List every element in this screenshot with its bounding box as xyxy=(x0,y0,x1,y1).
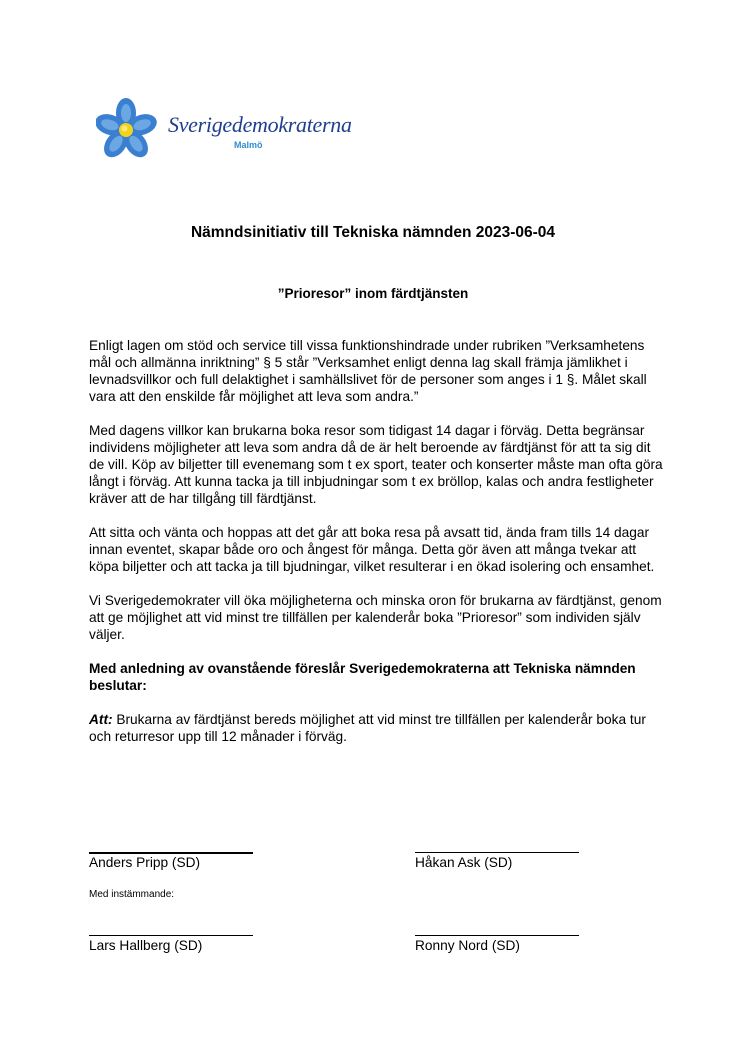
blue-anemone-flower-icon xyxy=(96,96,160,160)
signature-line xyxy=(415,852,579,853)
logo-city: Malmö xyxy=(234,140,263,150)
signature-name: Lars Hallberg (SD) xyxy=(89,938,203,953)
paragraph: Att sitta och vänta och hoppas att det går att boka resa på avsatt tid, ända fram tills 14 dagar innan eventet, skapar både oro och ångest för många. Detta gör även att många tvekar att köpa biljetter och att tacka ja till bjudningar, vilket resulterar i en ökad isolering och ensamhet. xyxy=(89,525,655,574)
logo-wordmark: Sverigedemokraterna xyxy=(168,112,352,137)
att-label: Att: xyxy=(89,712,113,727)
paragraph: Enligt lagen om stöd och service till vissa funktionshindrade under rubriken ”Verksamhetens mål och allmänna inriktning” § 5 står ”Verksamhet enligt denna lag skall främja jämlikhet i levnadsvillkor och full delaktighet i samhällslivet för de personer som anges i 1 §. Målet skall vara att den enskilde får möjlighet att leva som andra.” xyxy=(89,338,647,404)
paragraph: Vi Sverigedemokrater vill öka möjligheterna och minska oron för brukarna av färdtjänst, genom att ge möjlighet att vid minst tre tillfällen per kalenderår boka ”Prioresor” som individen själv väljer. xyxy=(89,593,662,642)
signature-line xyxy=(89,935,253,936)
att-text: Brukarna av färdtjänst bereds möjlighet att vid minst tre tillfällen per kalenderår boka tur och returresor upp till 12 månader i förväg. xyxy=(89,712,646,744)
signature-line xyxy=(415,935,579,936)
signature-name: Anders Pripp (SD) xyxy=(89,855,201,870)
document-title: Nämndsinitiativ till Tekniska nämnden 2023-06-04 xyxy=(190,224,556,241)
concurring-note: Med instämmande: xyxy=(89,889,175,900)
logo xyxy=(96,96,352,160)
proposal-heading: Med anledning av ovanstående föreslår Sverigedemokraterna att Tekniska nämnden beslutar: xyxy=(89,661,636,693)
signature-name: Ronny Nord (SD) xyxy=(415,938,520,953)
signature-name: Håkan Ask (SD) xyxy=(415,855,513,870)
paragraph: Med dagens villkor kan brukarna boka resor som tidigast 14 dagar i förväg. Detta begränsar individens möjligheter att leva som andra då de är helt beroende av färdtjänst för att ta sig dit de vill. Köp av biljetter till evenemang som t ex sport, teater och konserter måste man ofta göra långt i förväg. Att kunna tacka ja till inbjudningar som t ex bröllop, kalas och andra festligheter kräver att de har tillgång till färdtjänst. xyxy=(89,423,663,506)
document-body xyxy=(89,337,664,762)
signature-line xyxy=(89,852,253,854)
proposal-att xyxy=(89,711,664,745)
document-subtitle: ”Prioresor” inom färdtjänsten xyxy=(277,286,469,301)
